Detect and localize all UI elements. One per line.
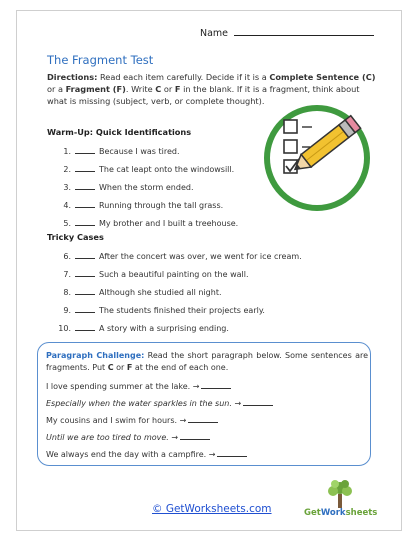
list-item: 6. After the concert was over, we went for ice cream.: [63, 252, 302, 261]
answer-blank[interactable]: [243, 397, 273, 406]
list-item: 7. Such a beautiful painting on the wall.: [63, 270, 249, 279]
answer-blank[interactable]: [75, 181, 95, 190]
challenge-intro: Paragraph Challenge: Read the short paragraph below. Some sentences are fragments. Put C or F at the end of each one.: [46, 351, 369, 373]
list-item: 10. A story with a surprising ending.: [58, 324, 229, 333]
challenge-sentence: I love spending summer at the lake. →: [46, 380, 231, 391]
arrow-icon: →: [234, 399, 242, 408]
list-item: 4. Running through the tall grass.: [63, 201, 224, 210]
list-item: 8. Although she studied all night.: [63, 288, 222, 297]
challenge-sentence: My cousins and I swim for hours. →: [46, 414, 218, 425]
answer-blank[interactable]: [75, 250, 95, 259]
challenge-label: Paragraph Challenge:: [46, 351, 145, 360]
challenge-sentence: Until we are too tired to move. →: [46, 431, 210, 442]
name-label: Name: [200, 28, 229, 39]
arrow-icon: →: [179, 416, 187, 425]
answer-blank[interactable]: [75, 322, 95, 331]
list-item: 1. Because I was tired.: [63, 147, 180, 156]
arrow-icon: →: [208, 450, 216, 459]
answer-blank[interactable]: [75, 268, 95, 277]
list-item: 2. The cat leapt onto the windowsill.: [63, 165, 235, 174]
logo-wordmark: GetWorksheets: [304, 508, 378, 518]
answer-blank[interactable]: [201, 380, 231, 389]
answer-blank[interactable]: [75, 199, 95, 208]
answer-blank[interactable]: [217, 448, 247, 457]
arrow-icon: →: [171, 433, 179, 442]
checklist-pencil-icon: [262, 103, 372, 213]
answer-blank[interactable]: [188, 414, 218, 423]
arrow-icon: →: [192, 382, 200, 391]
answer-blank[interactable]: [75, 145, 95, 154]
list-item: 3. When the storm ended.: [63, 183, 194, 192]
answer-blank[interactable]: [75, 304, 95, 313]
page-title: The Fragment Test: [47, 53, 154, 67]
answer-blank[interactable]: [180, 431, 210, 440]
tricky-heading: Tricky Cases: [47, 232, 104, 242]
challenge-sentence: We always end the day with a campfire. →: [46, 448, 247, 459]
website-link[interactable]: © GetWorksheets.com: [152, 503, 272, 515]
list-item: 5. My brother and I built a treehouse.: [63, 219, 239, 228]
answer-blank[interactable]: [75, 163, 95, 172]
warmup-heading: Warm-Up: Quick Identifications: [47, 127, 192, 137]
name-field[interactable]: [200, 26, 374, 39]
answer-blank[interactable]: [75, 286, 95, 295]
name-blank[interactable]: [234, 26, 374, 36]
directions-label: Directions:: [47, 72, 98, 82]
answer-blank[interactable]: [75, 217, 95, 226]
directions: Directions: Read each item carefully. Decide if it is a Complete Sentence (C) or a Fragment (F). Write C or F in the blank. If it is a fragment, think about what is missing (subject, verb, or complete thought).: [47, 72, 376, 107]
list-item: 9. The students finished their projects early.: [63, 306, 265, 315]
challenge-sentence: Especially when the water sparkles in the sun. →: [46, 397, 273, 408]
